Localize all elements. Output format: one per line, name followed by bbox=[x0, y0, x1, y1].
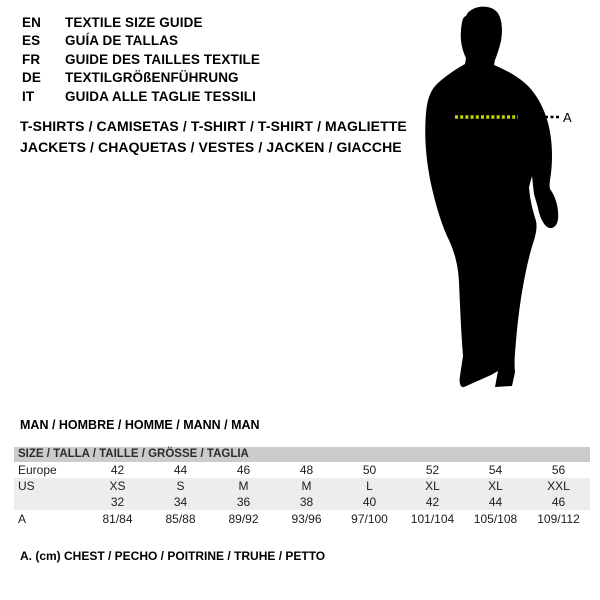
cell-a-6: 101/104 bbox=[410, 512, 455, 526]
cell-a-3: 89/92 bbox=[228, 512, 259, 526]
cell-us-3: M bbox=[238, 479, 249, 493]
measure-label-a: A bbox=[563, 110, 572, 125]
measurement-note: A. (cm) CHEST / PECHO / POITRINE / TRUHE / PETTO bbox=[20, 549, 326, 563]
man-silhouette-shape bbox=[425, 7, 558, 387]
cell-a-1: 81/84 bbox=[102, 512, 133, 526]
cell-usnum-6: 42 bbox=[425, 495, 440, 509]
category-jackets: JACKETS / CHAQUETAS / VESTES / JACKEN / GIACCHE bbox=[20, 139, 402, 155]
cell-us-8: XXL bbox=[547, 479, 570, 493]
cell-usnum-8: 46 bbox=[551, 495, 566, 509]
table-row-chest-cm bbox=[14, 510, 590, 528]
cell-europe-4: 48 bbox=[299, 463, 314, 477]
cell-europe-5: 50 bbox=[362, 463, 377, 477]
cell-us-1: XS bbox=[109, 479, 126, 493]
cell-us-2: S bbox=[176, 479, 185, 493]
cell-us-6: XL bbox=[425, 479, 440, 493]
lang-title-de: TEXTILGRÖßENFÜHRUNG bbox=[65, 70, 239, 86]
size-table bbox=[14, 447, 590, 528]
cell-a-8: 109/112 bbox=[537, 512, 580, 526]
cell-usnum-2: 34 bbox=[173, 495, 188, 509]
category-tshirts: T-SHIRTS / CAMISETAS / T-SHIRT / T-SHIRT / MAGLIETTE bbox=[20, 118, 407, 134]
garment-categories bbox=[20, 118, 407, 160]
cell-a-7: 105/108 bbox=[473, 512, 518, 526]
lang-code-it: IT bbox=[22, 88, 35, 104]
cell-usnum-7: 44 bbox=[488, 495, 503, 509]
cell-a-2: 85/88 bbox=[165, 512, 196, 526]
lang-code-en: EN bbox=[22, 14, 41, 30]
cell-a-4: 93/96 bbox=[291, 512, 322, 526]
table-row-us-letter bbox=[14, 478, 590, 494]
lang-code-de: DE bbox=[22, 70, 41, 86]
lang-title-en: TEXTILE SIZE GUIDE bbox=[65, 14, 203, 30]
legend-row-en bbox=[22, 13, 260, 32]
cell-us-7: XL bbox=[488, 479, 503, 493]
cell-europe-7: 54 bbox=[488, 463, 503, 477]
row-label-a: A bbox=[18, 512, 27, 526]
cell-usnum-1: 32 bbox=[110, 495, 125, 509]
legend-row-it bbox=[22, 87, 260, 106]
lang-title-es: GUÍA DE TALLAS bbox=[65, 33, 179, 49]
cell-europe-6: 52 bbox=[425, 463, 440, 477]
row-label-europe: Europe bbox=[18, 463, 57, 477]
cell-europe-1: 42 bbox=[110, 463, 125, 477]
man-silhouette-figure bbox=[398, 0, 578, 400]
lang-code-es: ES bbox=[22, 33, 41, 49]
cell-europe-2: 44 bbox=[173, 463, 188, 477]
legend-row-de bbox=[22, 69, 260, 88]
cell-usnum-3: 36 bbox=[236, 495, 251, 509]
lang-title-it: GUIDA ALLE TAGLIE TESSILI bbox=[65, 88, 256, 104]
row-label-us: US bbox=[18, 479, 35, 493]
lang-code-fr: FR bbox=[22, 51, 41, 67]
table-row-europe bbox=[14, 462, 590, 478]
table-row-us-numeric bbox=[14, 494, 590, 510]
cell-us-5: L bbox=[366, 479, 373, 493]
lang-title-fr: GUIDE DES TAILLES TEXTILE bbox=[65, 51, 261, 67]
man-silhouette-svg bbox=[398, 0, 573, 400]
section-title-man: MAN / HOMBRE / HOMME / MANN / MAN bbox=[20, 418, 260, 432]
legend-row-es bbox=[22, 32, 260, 51]
cell-a-5: 97/100 bbox=[351, 512, 388, 526]
cell-europe-8: 56 bbox=[551, 463, 566, 477]
legend-row-fr bbox=[22, 50, 260, 69]
cell-usnum-5: 40 bbox=[362, 495, 377, 509]
language-legend bbox=[22, 13, 260, 106]
size-table-header: SIZE / TALLA / TAILLE / GRÖSSE / TAGLIA bbox=[14, 447, 590, 462]
cell-europe-3: 46 bbox=[236, 463, 251, 477]
cell-us-4: M bbox=[301, 479, 312, 493]
cell-usnum-4: 38 bbox=[299, 495, 314, 509]
